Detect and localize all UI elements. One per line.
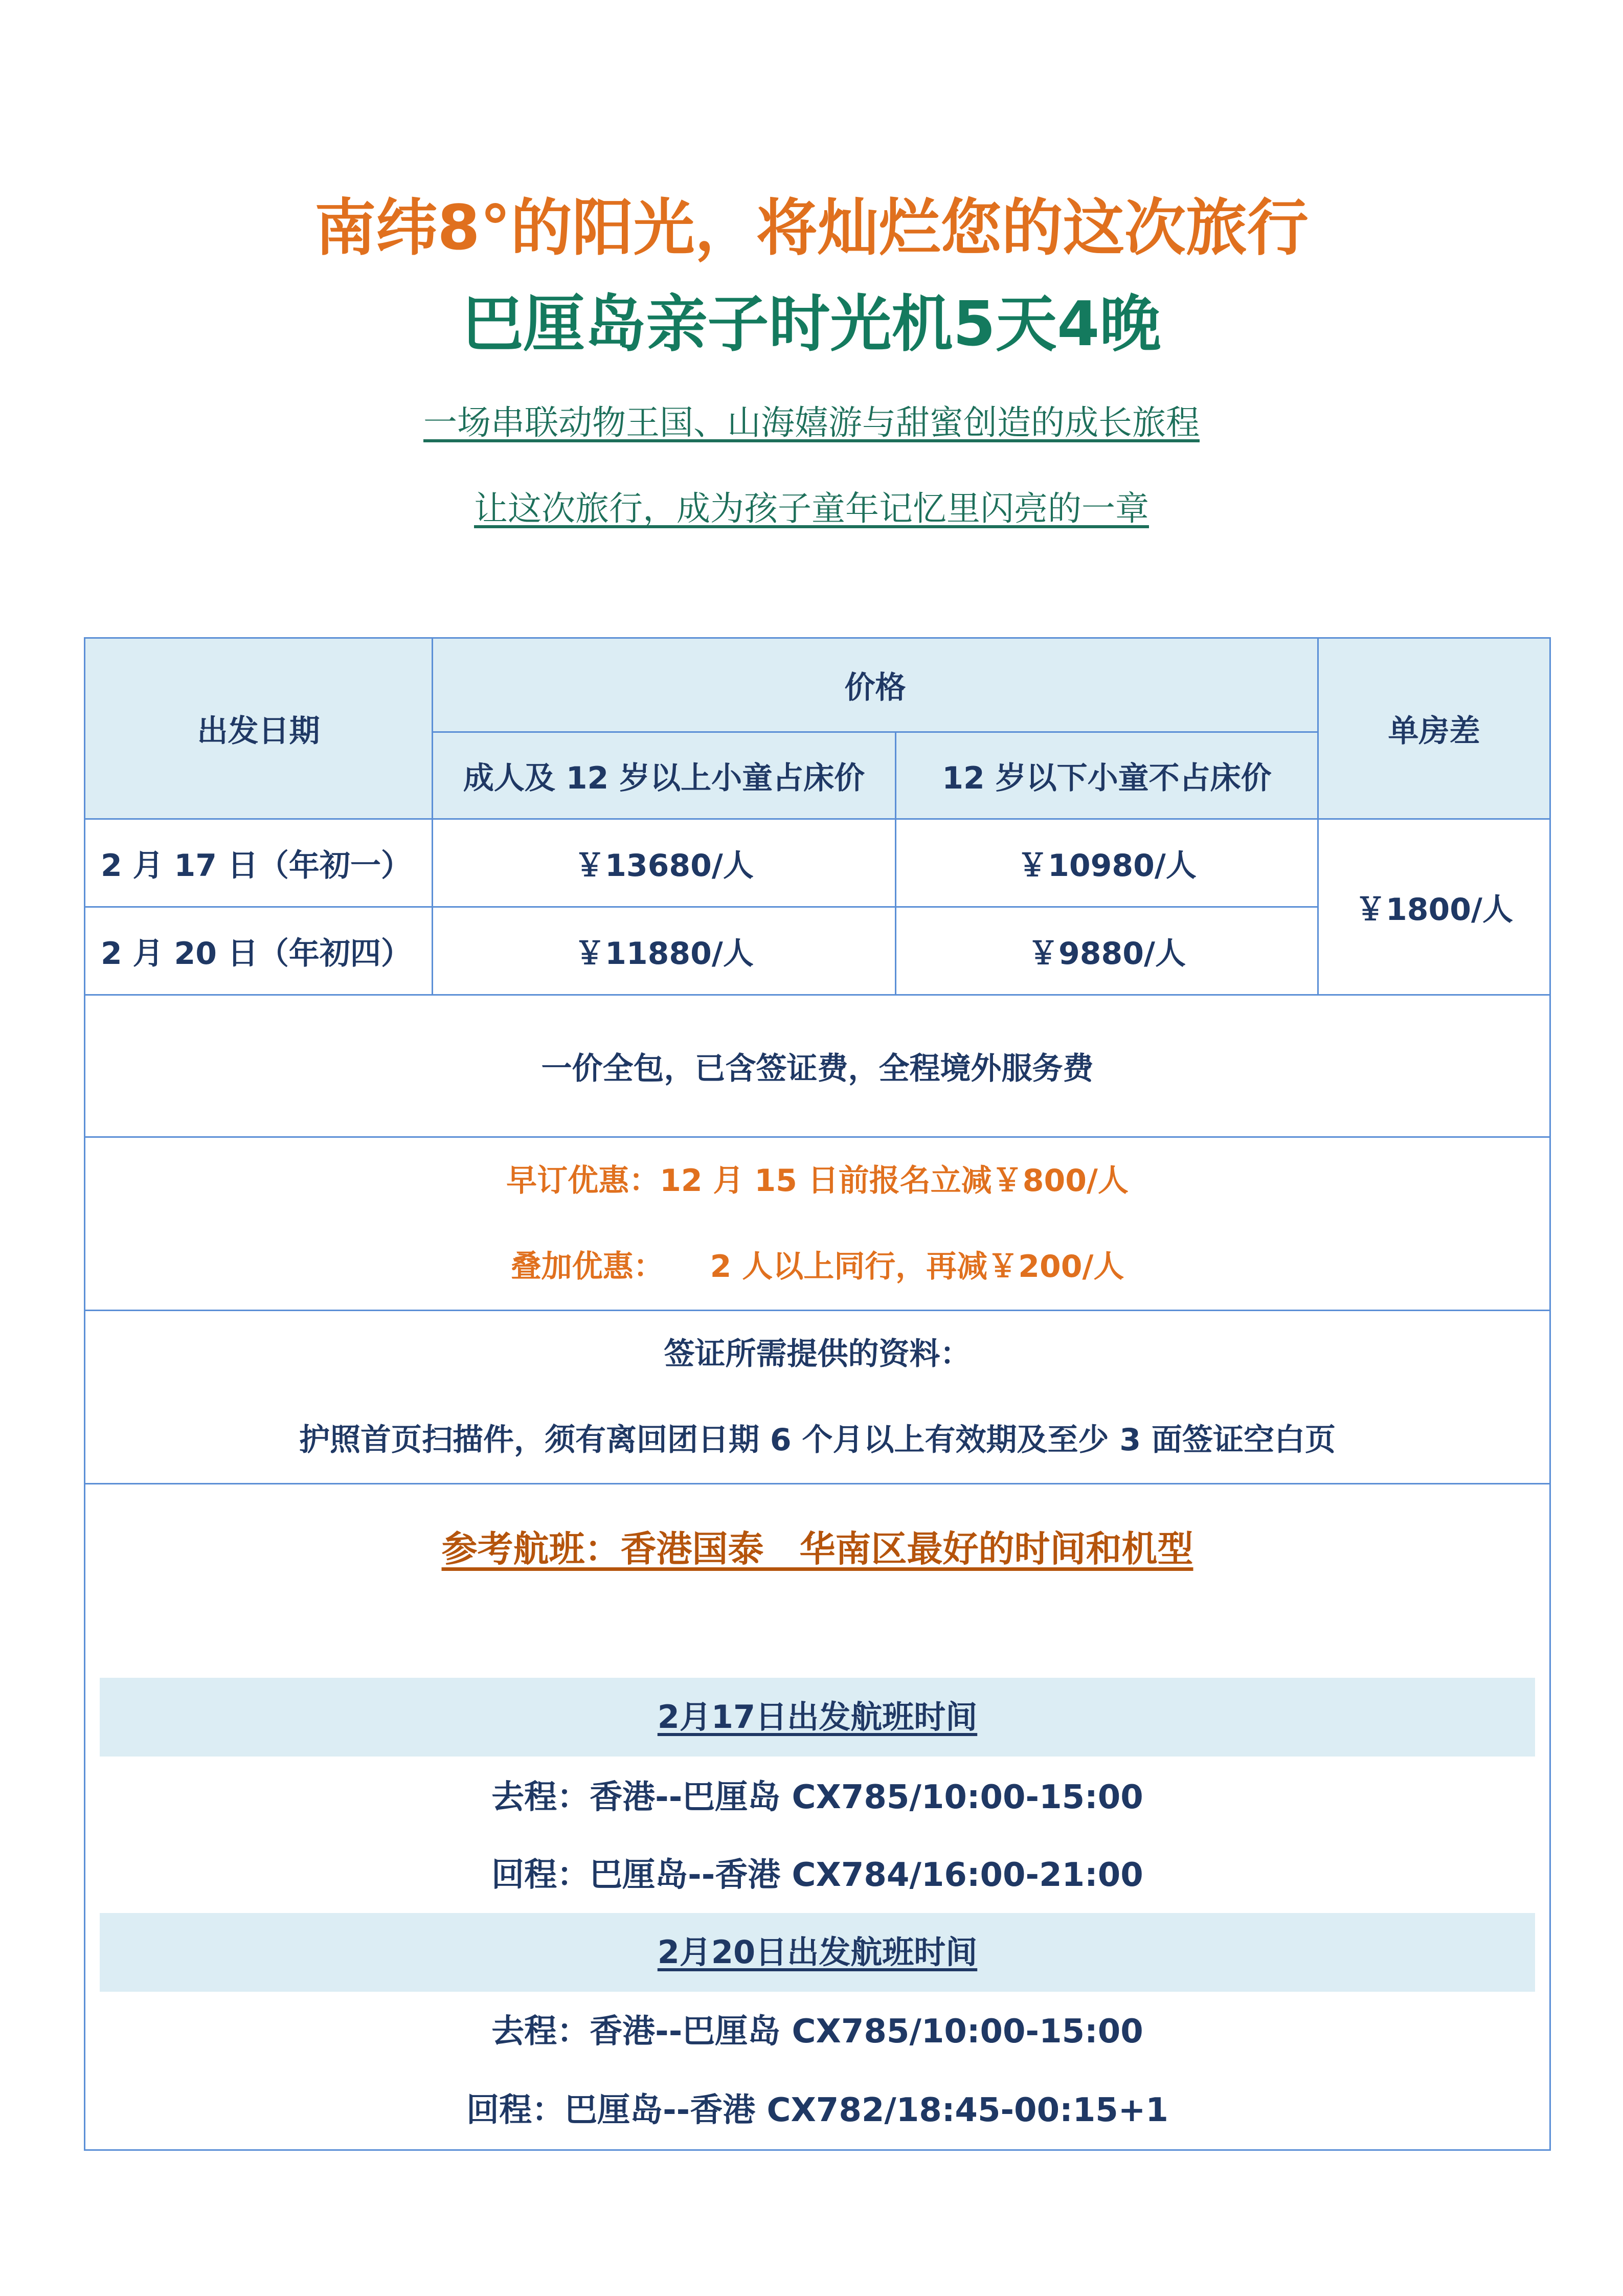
discount-cell: [85, 1137, 1550, 1311]
header-adult-price: 成人及 12 岁以上小童占床价: [433, 732, 896, 819]
return-flight: 回程：巴厘岛--香港 CX784/16:00-21:00: [491, 1856, 1143, 1894]
visa-requirements: 护照首页扫描件，须有离回团日期 6 个月以上有效期及至少 3 面签证空白页: [299, 1422, 1336, 1458]
outbound-flight: 去程：香港--巴厘岛 CX785/10:00-15:00: [491, 1779, 1143, 1816]
page-title-line2: 巴厘岛亲子时光机5天4晚: [462, 289, 1161, 360]
page-title-line1: 南纬8°的阳光，将灿烂您的这次旅行: [314, 193, 1309, 264]
table-row: [85, 819, 1550, 907]
return-flight: 回程：巴厘岛--香港 CX782/18:45-00:15+1: [466, 2091, 1168, 2129]
price-table: [84, 637, 1551, 2151]
flight-section-title: 参考航班：香港国泰 华南区最好的时间和机型: [441, 1528, 1193, 1570]
group-discount: 叠加优惠： 2 人以上同行，再减￥200/人: [510, 1249, 1124, 1285]
header-single-supplement: 单房差: [1318, 638, 1550, 819]
header-child-price: 12 岁以下小童不占床价: [896, 732, 1318, 819]
row-date: 2 月 17 日（年初一）: [85, 819, 433, 907]
row-child-price: ￥9880/人: [896, 907, 1318, 995]
single-supplement-value: ￥1800/人: [1318, 819, 1550, 995]
row-adult-price: ￥11880/人: [433, 907, 896, 995]
visa-title: 签证所需提供的资料：: [664, 1336, 971, 1372]
row-adult-price: ￥13680/人: [433, 819, 896, 907]
header-price: 价格: [433, 638, 1318, 732]
visa-cell: [85, 1311, 1550, 1484]
subtitle-line1: 一场串联动物王国、山海嬉游与甜蜜创造的成长旅程: [423, 403, 1200, 442]
flight-cell: [85, 1484, 1550, 2150]
subtitle-line2: 让这次旅行，成为孩子童年记忆里闪亮的一章: [474, 489, 1149, 528]
flight-group-heading: 2月20日出发航班时间: [100, 1913, 1535, 1992]
outbound-flight: 去程：香港--巴厘岛 CX785/10:00-15:00: [491, 2013, 1143, 2051]
inclusive-note: 一价全包，已含签证费，全程境外服务费: [85, 995, 1550, 1137]
early-bird-discount: 早订优惠：12 月 15 日前报名立减￥800/人: [506, 1163, 1129, 1199]
row-child-price: ￥10980/人: [896, 819, 1318, 907]
header-departure-date: 出发日期: [85, 638, 433, 819]
row-date: 2 月 20 日（年初四）: [85, 907, 433, 995]
flight-group-heading: 2月17日出发航班时间: [100, 1678, 1535, 1757]
